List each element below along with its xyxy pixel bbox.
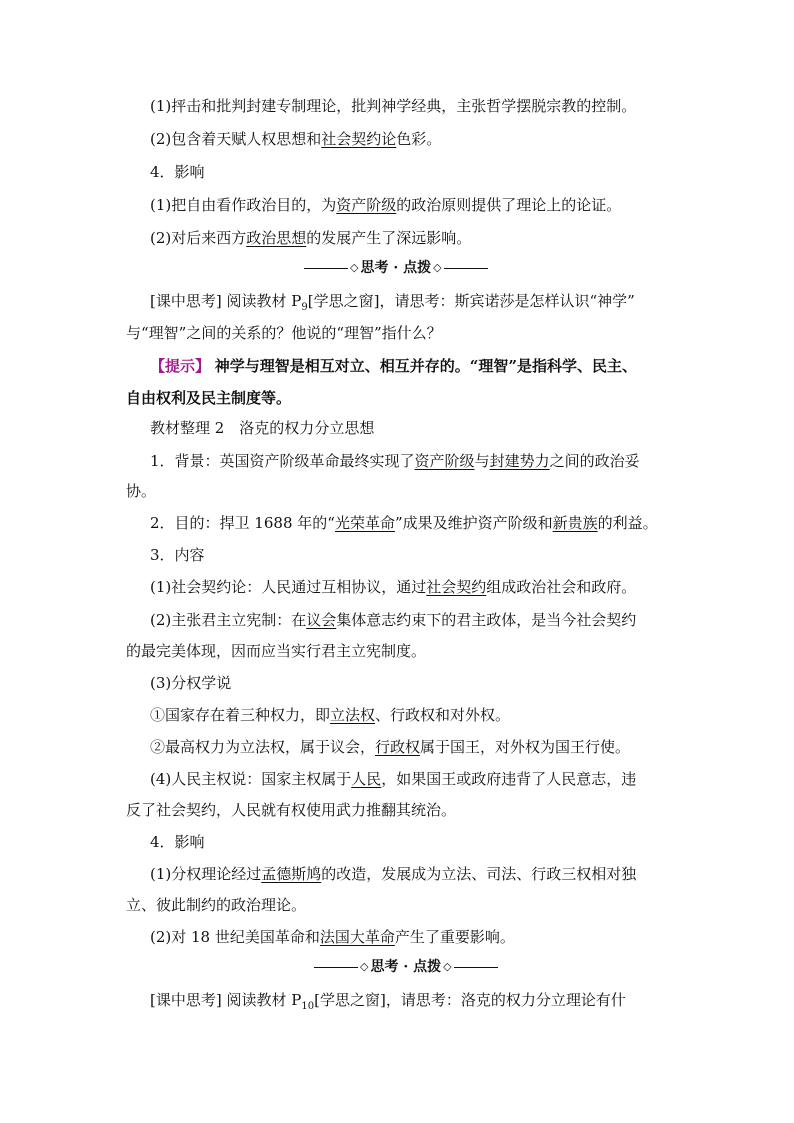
think-divider: ◇ 思考 · 点拨 ◇ (314, 957, 498, 977)
paragraph: (2)包含着天赋人权思想和社会契约论色彩。 (150, 130, 442, 148)
paragraph: 协。 (126, 482, 157, 500)
paragraph: ②最高权力为立法权，属于议会，行政权属于国王，对外权为国王行使。 (150, 738, 631, 756)
paragraph: 反了社会契约，人民就有权使用武力推翻其统治。 (126, 801, 457, 819)
paragraph: (2)主张君主立宪制：在议会集体意志约束下的君主政体，是当今社会契约 (150, 611, 637, 629)
paragraph: (1)把自由看作政治目的，为资产阶级的政治原则提供了理论上的论证。 (150, 196, 622, 214)
paragraph: (1)分权理论经过孟德斯鸠的改造，发展成为立法、司法、行政三权相对独 (150, 865, 637, 883)
hint: 【提示】 神学与理智是相互对立、相互并存的。“理智”是指科学、民主、 (150, 357, 638, 375)
section-heading: 4．影响 (150, 833, 205, 851)
paragraph: (4)人民主权说：国家主权属于人民，如果国王或政府违背了人民意志，违 (150, 770, 637, 788)
hint: 自由权利及民主制度等。 (126, 389, 292, 407)
question: 与“理智”之间的关系的？他说的“理智”指什么？ (126, 324, 442, 342)
paragraph: ①国家存在着三种权力，即立法权、行政权和对外权。 (150, 706, 511, 724)
paragraph: 立、彼此制约的政治理论。 (126, 896, 307, 914)
question: [课中思考] 阅读教材 $P_{10}$[学思之窗]，请思考：洛克的权力分立理论有什 (150, 991, 626, 1012)
paragraph: (1)社会契约论：人民通过互相协议，通过社会契约组成政治社会和政府。 (150, 578, 637, 596)
section-title: 教材整理 2 洛克的权力分立思想 (150, 419, 375, 437)
section-heading: 4．影响 (150, 163, 205, 181)
think-divider: ◇ 思考 · 点拨 ◇ (304, 258, 488, 278)
paragraph: 的最完美体现，因而应当实行君主立宪制度。 (126, 642, 427, 660)
paragraph: 2．目的：捍卫 1688 年的“光荣革命”成果及维护资产阶级和新贵族的利益。 (150, 514, 658, 532)
question: [课中思考] 阅读教材 $P_9$[学思之窗]，请思考：斯宾诺莎是怎样认识“神学” (150, 292, 635, 313)
paragraph: (1)抨击和批判封建专制理论，批判神学经典，主张哲学摆脱宗教的控制。 (150, 97, 637, 115)
paragraph: (2)对后来西方政治思想的发展产生了深远影响。 (150, 229, 472, 247)
section-heading: 3．内容 (150, 546, 205, 564)
paragraph: (2)对 18 世纪美国革命和法国大革命产生了重要影响。 (150, 928, 515, 946)
paragraph: 1．背景：英国资产阶级革命最终实现了资产阶级与封建势力之间的政治妥 (150, 452, 640, 470)
paragraph: (3)分权学说 (150, 674, 232, 692)
